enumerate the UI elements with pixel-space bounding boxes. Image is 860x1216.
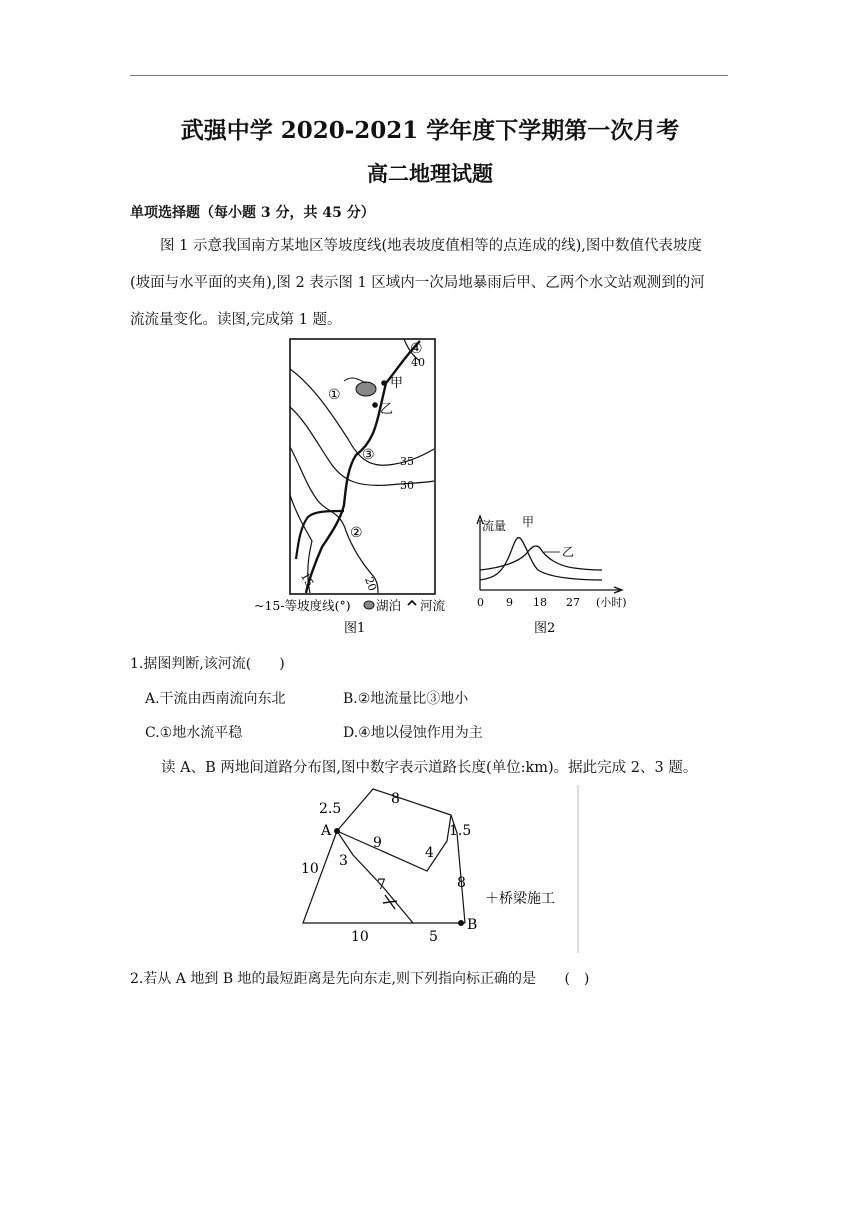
contour-label-30: 30 xyxy=(400,479,414,492)
figure-2-graph xyxy=(470,510,645,645)
exam-subtitle: 高二地理试题 xyxy=(367,161,493,186)
region-3-label: ③ xyxy=(362,447,375,463)
figure-1-map xyxy=(248,335,458,647)
intro-paragraph xyxy=(130,228,730,339)
section-heading: 单项选择题（每小题 3 分，共 45 分） xyxy=(130,205,375,221)
station-yi-label: 乙 xyxy=(380,402,394,417)
road-length-10-left: 10 xyxy=(301,861,319,877)
road-length-8-top: 8 xyxy=(391,791,400,807)
x-axis-unit: (小时) xyxy=(596,596,627,609)
point-b-dot xyxy=(458,920,464,926)
x-tick-27: 27 xyxy=(566,596,580,609)
q1-option-d: D.④地以侵蚀作用为主 xyxy=(343,725,483,741)
road-length-2-5: 2.5 xyxy=(319,801,342,817)
road-length-3: 3 xyxy=(339,853,348,869)
intro-2: 读 A、B 两地间道路分布图,图中数字表示道路长度(单位:km)。据此完成 2、3 题。 xyxy=(161,760,698,776)
series-yi-label: 乙 xyxy=(562,545,575,559)
bridge-construction-icon xyxy=(383,895,397,909)
exam-title: 武强中学 2020-2021 学年度下学期第一次月考 xyxy=(180,117,680,144)
legend-lake: 湖泊 xyxy=(376,598,402,613)
contour-label-15: 15 xyxy=(297,570,317,590)
contour-label-40: 40 xyxy=(411,356,425,369)
lake-shape xyxy=(356,382,376,396)
station-jia-dot xyxy=(381,380,387,386)
x-tick-9: 9 xyxy=(506,596,513,609)
station-jia-label: 甲 xyxy=(390,376,404,391)
q1-option-b: B.②地流量比③地小 xyxy=(343,691,469,707)
road-length-8-right: 8 xyxy=(457,875,466,891)
road-length-1-5: 1.5 xyxy=(449,823,472,839)
point-b-label: B xyxy=(467,917,478,933)
question-2-text: 2.若从 A 地到 B 地的最短距离是先向东走,则下列指向标正确的是 xyxy=(130,971,537,987)
legend-contour: ~15-等坡度线(°) xyxy=(254,598,351,613)
contour-label-20: 20 xyxy=(362,575,380,593)
road-length-4: 4 xyxy=(425,845,434,861)
intro-line-1: 图 1 示意我国南方某地区等坡度线(地表坡度值相等的点连成的线),图中数值代表坡度 xyxy=(160,238,702,254)
station-yi-dot xyxy=(372,402,378,408)
contour-label-35: 35 xyxy=(400,455,414,468)
figure-3-roads xyxy=(295,783,585,953)
legend-river: 河流 xyxy=(420,598,446,613)
point-a-label: A xyxy=(321,823,332,839)
q1-option-c: C.①地水流平稳 xyxy=(145,725,243,741)
series-jia-line xyxy=(480,538,602,580)
intro-line-3: 流流量变化。读图,完成第 1 题。 xyxy=(130,312,342,328)
header-rule xyxy=(130,75,728,76)
figure-3-legend: ＋桥梁施工 xyxy=(485,891,555,907)
figure-1-caption: 图1 xyxy=(344,621,366,636)
road-length-10-bottom: 10 xyxy=(351,929,369,945)
series-jia-label: 甲 xyxy=(522,515,535,529)
question-1-stem: 1.据图判断,该河流( ) xyxy=(130,656,285,672)
road-middle xyxy=(337,815,451,871)
road-north xyxy=(337,789,465,923)
road-length-9: 9 xyxy=(373,835,382,851)
legend-river-icon xyxy=(408,601,416,605)
region-1-label: ① xyxy=(328,387,341,403)
road-length-7: 7 xyxy=(377,877,386,893)
point-a-dot xyxy=(334,828,340,834)
legend-lake-icon xyxy=(364,601,374,609)
question-2-stem xyxy=(130,968,589,988)
figure-2-caption: 图2 xyxy=(534,621,556,636)
q1-option-a: A.干流由西南流向东北 xyxy=(145,691,286,707)
series-yi-line xyxy=(480,546,602,570)
question-2-paren: ( ) xyxy=(564,971,590,987)
road-length-5: 5 xyxy=(429,929,438,945)
region-4-label: ④ xyxy=(410,341,423,357)
region-2-label: ② xyxy=(350,525,363,541)
intro-line-2: (坡面与水平面的夹角),图 2 表示图 1 区域内一次局地暴雨后甲、乙两个水文站观测到的河 xyxy=(130,275,705,291)
contour-20 xyxy=(290,447,378,593)
y-axis-label: 流量 xyxy=(482,519,507,533)
x-tick-18: 18 xyxy=(533,596,547,609)
x-tick-0: 0 xyxy=(477,596,484,609)
